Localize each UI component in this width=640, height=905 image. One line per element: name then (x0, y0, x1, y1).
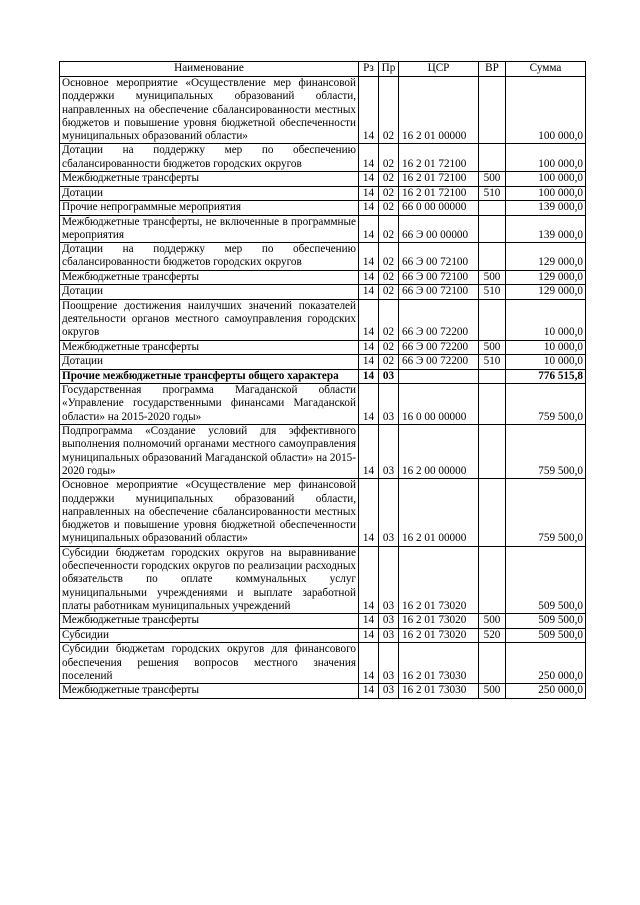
cell-rz: 14 (359, 546, 379, 613)
cell-pr: 02 (379, 215, 399, 243)
cell-rz: 14 (359, 384, 379, 425)
table-row (60, 270, 586, 285)
cell-rz: 14 (359, 186, 379, 201)
cell-rz: 14 (359, 340, 379, 355)
cell-sum: 776 515,8 (506, 369, 586, 384)
cell-rz: 14 (359, 479, 379, 546)
table-header-row (60, 62, 586, 77)
cell-sum: 100 000,0 (506, 186, 586, 201)
table-row (60, 614, 586, 629)
cell-csr: 66 Э 00 72200 (399, 340, 479, 355)
cell-name: Дотации (60, 355, 359, 370)
cell-sum: 759 500,0 (506, 425, 586, 479)
cell-name: Дотации на поддержку мер по обеспечению сбалансированности бюджетов городских округов (60, 144, 359, 172)
cell-name: Субсидии бюджетам городских округов для финансового обеспечения решения вопросов местного значения поселений (60, 643, 359, 684)
table-row (60, 215, 586, 243)
cell-sum: 509 500,0 (506, 628, 586, 643)
table-row (60, 299, 586, 340)
cell-vr (479, 384, 506, 425)
cell-rz: 14 (359, 684, 379, 699)
cell-pr: 02 (379, 270, 399, 285)
cell-csr: 16 2 01 73020 (399, 628, 479, 643)
cell-csr: 16 2 00 00000 (399, 425, 479, 479)
cell-rz: 14 (359, 270, 379, 285)
cell-pr: 03 (379, 614, 399, 629)
cell-rz: 14 (359, 285, 379, 300)
table-row (60, 340, 586, 355)
cell-rz: 14 (359, 355, 379, 370)
cell-name: Основное мероприятие «Осуществление мер финансовой поддержки муниципальных образований области, направленных на обеспечение сбалансированности местных бюджетов и повышение уровня бюджетной обеспеченности муниципальных образований области» (60, 77, 359, 144)
cell-pr: 03 (379, 628, 399, 643)
cell-pr: 03 (379, 425, 399, 479)
cell-vr (479, 546, 506, 613)
cell-pr: 02 (379, 340, 399, 355)
cell-csr: 16 2 01 73020 (399, 614, 479, 629)
table-row (60, 369, 586, 384)
table-row (60, 77, 586, 144)
cell-sum: 100 000,0 (506, 144, 586, 172)
cell-vr: 500 (479, 270, 506, 285)
cell-vr (479, 425, 506, 479)
cell-vr (479, 77, 506, 144)
cell-name: Межбюджетные трансферты, не включенные в программные мероприятия (60, 215, 359, 243)
cell-sum: 250 000,0 (506, 643, 586, 684)
cell-pr: 02 (379, 172, 399, 187)
cell-csr: 66 Э 00 00000 (399, 215, 479, 243)
cell-sum: 129 000,0 (506, 285, 586, 300)
cell-csr: 16 0 00 00000 (399, 384, 479, 425)
cell-csr: 16 2 01 72100 (399, 144, 479, 172)
cell-sum: 509 500,0 (506, 614, 586, 629)
cell-sum: 139 000,0 (506, 215, 586, 243)
cell-pr: 03 (379, 384, 399, 425)
cell-vr: 520 (479, 628, 506, 643)
cell-pr: 02 (379, 285, 399, 300)
budget-table (59, 61, 586, 699)
cell-sum: 100 000,0 (506, 77, 586, 144)
cell-rz: 14 (359, 215, 379, 243)
table-row (60, 355, 586, 370)
cell-name: Субсидии бюджетам городских округов на выравнивание обеспеченности городских округов по реализации расходных обязательств по оплате коммунальных услуг муниципальными учреждениями и выплате заработной платы работникам муниципальных учреждений (60, 546, 359, 613)
table-row (60, 479, 586, 546)
cell-sum: 100 000,0 (506, 172, 586, 187)
cell-pr: 02 (379, 243, 399, 271)
cell-csr: 66 Э 00 72100 (399, 243, 479, 271)
cell-sum: 509 500,0 (506, 546, 586, 613)
table-row (60, 172, 586, 187)
cell-rz: 14 (359, 243, 379, 271)
cell-vr: 500 (479, 172, 506, 187)
cell-rz: 14 (359, 425, 379, 479)
cell-csr: 16 2 01 73020 (399, 546, 479, 613)
cell-rz: 14 (359, 144, 379, 172)
cell-vr (479, 215, 506, 243)
cell-rz: 14 (359, 643, 379, 684)
cell-vr: 500 (479, 684, 506, 699)
table-row (60, 186, 586, 201)
table-row (60, 285, 586, 300)
cell-csr: 16 2 01 73030 (399, 684, 479, 699)
cell-name: Субсидии (60, 628, 359, 643)
cell-rz: 14 (359, 614, 379, 629)
table-row (60, 425, 586, 479)
table-row (60, 546, 586, 613)
cell-vr (479, 479, 506, 546)
cell-pr: 02 (379, 201, 399, 216)
table-row (60, 243, 586, 271)
cell-name: Дотации (60, 186, 359, 201)
table-row (60, 201, 586, 216)
table-row (60, 144, 586, 172)
cell-vr (479, 369, 506, 384)
header-name: Наименование (60, 62, 359, 77)
cell-rz: 14 (359, 299, 379, 340)
cell-vr (479, 144, 506, 172)
cell-vr (479, 243, 506, 271)
cell-csr: 66 0 00 00000 (399, 201, 479, 216)
cell-name: Прочие непрограммные мероприятия (60, 201, 359, 216)
cell-sum: 10 000,0 (506, 299, 586, 340)
cell-csr (399, 369, 479, 384)
cell-name: Межбюджетные трансферты (60, 270, 359, 285)
cell-pr: 02 (379, 144, 399, 172)
cell-rz: 14 (359, 77, 379, 144)
cell-pr: 03 (379, 546, 399, 613)
cell-pr: 03 (379, 643, 399, 684)
cell-csr: 66 Э 00 72200 (399, 299, 479, 340)
cell-pr: 03 (379, 479, 399, 546)
cell-vr: 500 (479, 340, 506, 355)
cell-name: Прочие межбюджетные трансферты общего характера (60, 369, 359, 384)
header-pr: Пр (379, 62, 399, 77)
cell-rz: 14 (359, 172, 379, 187)
header-sum: Сумма (506, 62, 586, 77)
cell-vr (479, 643, 506, 684)
cell-name: Дотации (60, 285, 359, 300)
table-row (60, 384, 586, 425)
cell-sum: 139 000,0 (506, 201, 586, 216)
cell-vr: 510 (479, 285, 506, 300)
table-row (60, 628, 586, 643)
cell-pr: 03 (379, 684, 399, 699)
header-csr: ЦСР (399, 62, 479, 77)
cell-name: Межбюджетные трансферты (60, 172, 359, 187)
cell-csr: 16 2 01 72100 (399, 186, 479, 201)
cell-csr: 66 Э 00 72100 (399, 285, 479, 300)
cell-name: Дотации на поддержку мер по обеспечению сбалансированности бюджетов городских округов (60, 243, 359, 271)
header-vr: ВР (479, 62, 506, 77)
table-row (60, 643, 586, 684)
cell-vr: 500 (479, 614, 506, 629)
cell-csr: 16 2 01 72100 (399, 172, 479, 187)
cell-name: Подпрограмма «Создание условий для эффективного выполнения полномочий органами местного самоуправления муниципальных образований Магаданской области» на 2015-2020 годы» (60, 425, 359, 479)
cell-sum: 129 000,0 (506, 270, 586, 285)
cell-csr: 16 2 01 00000 (399, 479, 479, 546)
cell-pr: 02 (379, 186, 399, 201)
header-rz: Рз (359, 62, 379, 77)
cell-pr: 02 (379, 77, 399, 144)
table-body (60, 77, 586, 699)
cell-rz: 14 (359, 369, 379, 384)
cell-name: Государственная программа Магаданской области «Управление государственными финансами Магаданской области» на 2015-2020 годы» (60, 384, 359, 425)
cell-rz: 14 (359, 201, 379, 216)
cell-sum: 129 000,0 (506, 243, 586, 271)
cell-csr: 66 Э 00 72200 (399, 355, 479, 370)
cell-sum: 10 000,0 (506, 355, 586, 370)
cell-name: Межбюджетные трансферты (60, 614, 359, 629)
cell-name: Поощрение достижения наилучших значений показателей деятельности органов местного самоуправления городских округов (60, 299, 359, 340)
cell-csr: 66 Э 00 72100 (399, 270, 479, 285)
cell-vr (479, 299, 506, 340)
cell-name: Межбюджетные трансферты (60, 684, 359, 699)
cell-sum: 759 500,0 (506, 384, 586, 425)
cell-pr: 02 (379, 299, 399, 340)
cell-vr (479, 201, 506, 216)
cell-name: Основное мероприятие «Осуществление мер финансовой поддержки муниципальных образований области, направленных на обеспечение сбалансированности местных бюджетов и повышение уровня бюджетной обеспеченности муниципальных образований области» (60, 479, 359, 546)
cell-vr: 510 (479, 186, 506, 201)
cell-sum: 10 000,0 (506, 340, 586, 355)
cell-pr: 03 (379, 369, 399, 384)
cell-sum: 759 500,0 (506, 479, 586, 546)
cell-csr: 16 2 01 73030 (399, 643, 479, 684)
table-row (60, 684, 586, 699)
cell-pr: 02 (379, 355, 399, 370)
cell-sum: 250 000,0 (506, 684, 586, 699)
cell-vr: 510 (479, 355, 506, 370)
cell-rz: 14 (359, 628, 379, 643)
cell-name: Межбюджетные трансферты (60, 340, 359, 355)
cell-csr: 16 2 01 00000 (399, 77, 479, 144)
